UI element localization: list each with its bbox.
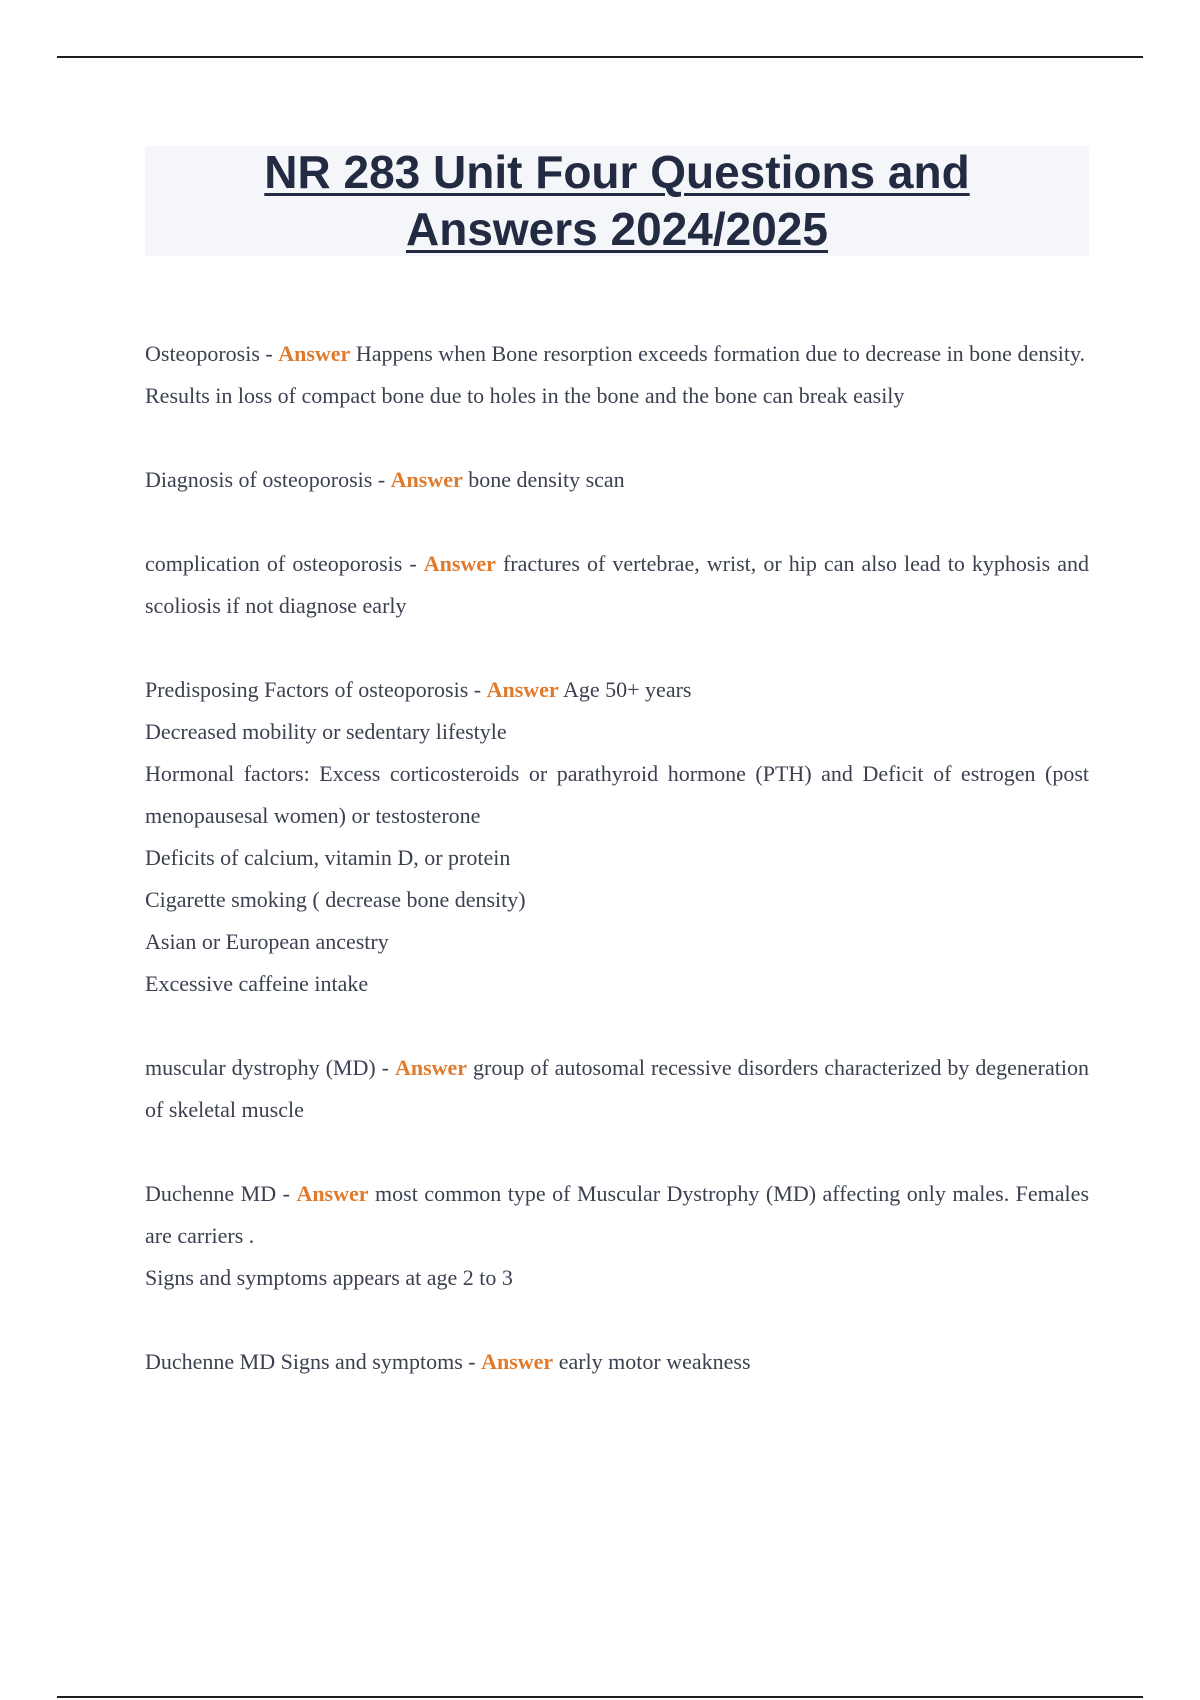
bottom-rule: [57, 1696, 1143, 1698]
qa-answer-line: Deficits of calcium, vitamin D, or protein: [145, 845, 511, 870]
answer-label: Answer: [296, 1181, 369, 1206]
qa-question: [145, 1047, 1089, 1131]
qa-question: [145, 669, 1089, 711]
qa-term: muscular dystrophy (MD) -: [145, 1055, 395, 1080]
qa-answer-line: Hormonal factors: Excess corticosteroids or parathyroid hormone (PTH) and Deficit of estrogen (post menopausesal women) or testosterone: [145, 761, 1089, 828]
top-rule: [57, 56, 1143, 58]
qa-question: [145, 1341, 1089, 1383]
qa-answer-text: fractures of vertebrae, wrist, or hip can also lead to kyphosis and scoliosis if not diagnose early: [145, 551, 1089, 618]
answer-label: Answer: [481, 1349, 554, 1374]
answer-label: Answer: [278, 341, 351, 366]
qa-answer-text: Happens when Bone resorption exceeds formation due to decrease in bone density.: [350, 341, 1086, 366]
qa-answer-line: Asian or European ancestry: [145, 929, 389, 954]
qa-answer-line: Results in loss of compact bone due to holes in the bone and the bone can break easily: [145, 383, 905, 408]
qa-answer-line: Cigarette smoking ( decrease bone density): [145, 887, 526, 912]
qa-answer-text: most common type of Muscular Dystrophy (MD) affecting only males. Females are carriers .: [145, 1181, 1089, 1248]
qa-term: complication of osteoporosis -: [145, 551, 424, 576]
qa-answer-text: early motor weakness: [553, 1349, 751, 1374]
qa-answer-text: Age 50+ years: [558, 677, 692, 702]
qa-entry-complication: [145, 543, 1089, 627]
qa-entry-diagnosis: [145, 459, 1089, 501]
qa-answer-line: Signs and symptoms appears at age 2 to 3: [145, 1265, 513, 1290]
qa-list: [145, 333, 1089, 1425]
answer-label: Answer: [486, 677, 559, 702]
qa-entry-osteoporosis: [145, 333, 1089, 417]
title-line-1: NR 283 Unit Four Questions and: [264, 146, 970, 198]
qa-answer-text: bone density scan: [462, 467, 625, 492]
qa-term: Predisposing Factors of osteoporosis -: [145, 677, 487, 702]
qa-entry-duchenne-signs: [145, 1341, 1089, 1383]
qa-answer-text: group of autosomal recessive disorders characterized by degeneration of skeletal muscle: [145, 1055, 1089, 1122]
document-title: [264, 144, 969, 258]
qa-question: [145, 1173, 1089, 1257]
qa-question: [145, 543, 1089, 627]
qa-question: [145, 333, 1089, 375]
qa-entry-duchenne-md: [145, 1173, 1089, 1299]
answer-label: Answer: [423, 551, 496, 576]
qa-entry-muscular-dystrophy: [145, 1047, 1089, 1131]
title-banner: [145, 146, 1089, 256]
title-line-2: Answers 2024/2025: [406, 203, 828, 255]
qa-question: [145, 459, 1089, 501]
qa-term: Duchenne MD Signs and symptoms -: [145, 1349, 482, 1374]
qa-term: Diagnosis of osteoporosis -: [145, 467, 391, 492]
qa-term: Duchenne MD -: [145, 1181, 297, 1206]
answer-label: Answer: [390, 467, 463, 492]
qa-entry-predisposing-factors: [145, 669, 1089, 1005]
qa-answer-line: Decreased mobility or sedentary lifestyle: [145, 719, 507, 744]
answer-label: Answer: [394, 1055, 468, 1080]
qa-answer-line: Excessive caffeine intake: [145, 971, 369, 996]
qa-term: Osteoporosis -: [145, 341, 279, 366]
